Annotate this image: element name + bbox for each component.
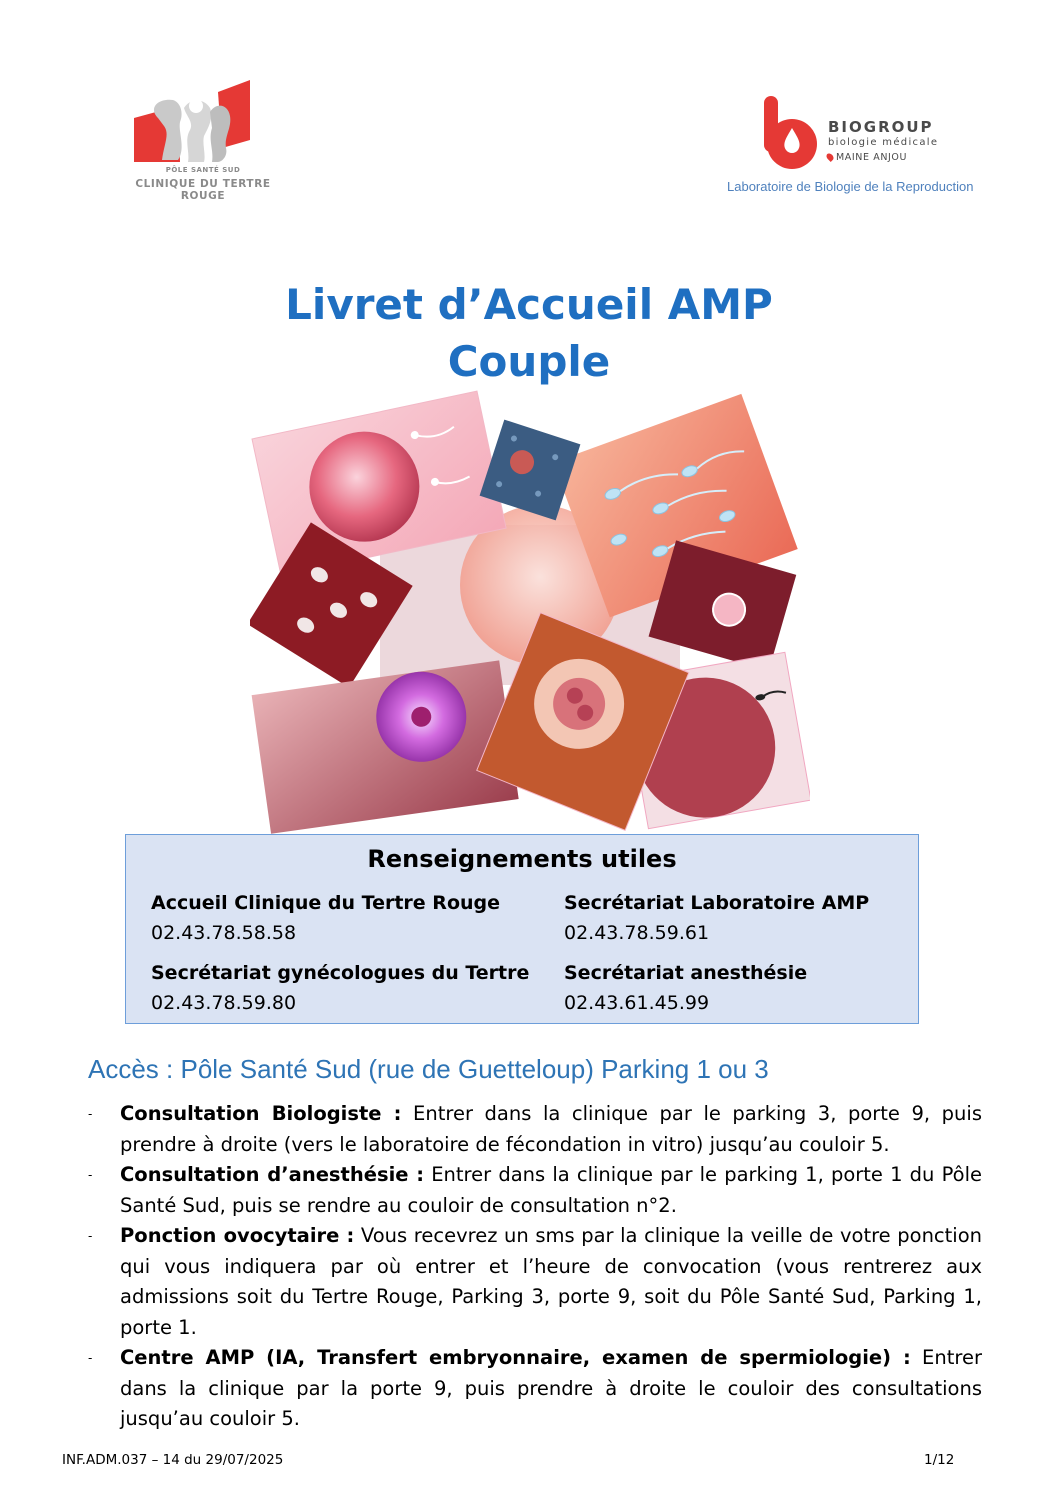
item-text: Entrer dans la clinique par le parking 1, porte 1 du Pôle Santé Sud, puis se rendre au couloir de consultation n°2. (120, 1163, 982, 1217)
contact-label: Secrétariat Laboratoire AMP (564, 892, 870, 914)
clinic-logo-mark (118, 78, 288, 166)
biogroup-region: MAINE ANJOU (836, 152, 908, 163)
bullet-dash: - (88, 1168, 93, 1182)
collage-illustration (250, 385, 810, 835)
list-item (88, 1099, 982, 1160)
clinic-logo (118, 78, 288, 202)
useful-info-box (125, 834, 919, 1024)
contact-phone[interactable]: 02.43.61.45.99 (564, 992, 710, 1014)
biogroup-logo (700, 90, 1000, 200)
lab-name: Laboratoire de Biologie de la Reproduction (727, 179, 974, 194)
bullet-dash: - (88, 1107, 93, 1121)
fertility-image-collage (250, 385, 810, 835)
location-pin-icon (825, 152, 835, 162)
biogroup-brand: BIOGROUP (828, 118, 934, 136)
contact-label: Secrétariat gynécologues du Tertre (151, 962, 530, 984)
list-item (88, 1221, 982, 1343)
title-line-1: Livret d’Accueil AMP (285, 280, 773, 329)
info-box-title: Renseignements utiles (367, 845, 677, 873)
item-label: Ponction ovocytaire : (120, 1224, 355, 1247)
item-label: Consultation Biologiste : (120, 1102, 402, 1125)
contact-amp-lab-secretariat (564, 888, 869, 948)
document-reference: INF.ADM.037 – 14 du 29/07/2025 (62, 1452, 284, 1468)
contact-anesthesia-secretariat (564, 958, 807, 1018)
item-label: Centre AMP (IA, Transfert embryonnaire, examen de spermiologie) : (120, 1346, 911, 1369)
bullet-dash: - (88, 1351, 93, 1365)
contact-clinic-reception (151, 888, 500, 948)
contact-label: Secrétariat anesthésie (564, 962, 808, 984)
contact-label: Accueil Clinique du Tertre Rouge (151, 892, 501, 914)
bullet-dash: - (88, 1229, 93, 1243)
biogroup-brand-sub: biologie médicale (828, 137, 939, 148)
item-text: Entrer dans la clinique par la porte 9, puis prendre à droite le couloir des consultations jusqu’au couloir 5. (120, 1346, 982, 1430)
contact-phone[interactable]: 02.43.78.58.58 (151, 922, 297, 944)
contact-phone[interactable]: 02.43.78.59.80 (151, 992, 297, 1014)
access-heading: Accès : Pôle Santé Sud (rue de Guetteloup) Parking 1 ou 3 (88, 1054, 769, 1084)
list-item (88, 1343, 982, 1435)
page-number: 1/12 (924, 1452, 955, 1468)
item-label: Consultation d’anesthésie : (120, 1163, 425, 1186)
page-title (0, 276, 1058, 390)
item-text: Entrer dans la clinique par le parking 3, porte 9, puis prendre à droite (vers le laboratoire de fécondation in vitro) jusqu’au couloir 5. (120, 1102, 982, 1156)
contact-phone[interactable]: 02.43.78.59.61 (564, 922, 710, 944)
biogroup-b-icon (762, 94, 822, 174)
contact-gynecology-secretariat (151, 958, 529, 1018)
access-instructions-list (88, 1099, 982, 1435)
clinic-logo-subtitle: PÔLE SANTÉ SUD (165, 166, 241, 174)
list-item (88, 1160, 982, 1221)
title-line-2: Couple (447, 337, 611, 386)
clinic-logo-name: CLINIQUE DU TERTRE ROUGE (135, 178, 271, 202)
item-text: Vous recevrez un sms par la clinique la veille de votre ponction qui vous indiquera par où entrer et l’heure de convocation (vous rentrerez aux admissions soit du Tertre Rouge, Parking 3, porte 9, soit du Pôle Santé Sud, Parking 1, porte 1. (120, 1224, 983, 1339)
